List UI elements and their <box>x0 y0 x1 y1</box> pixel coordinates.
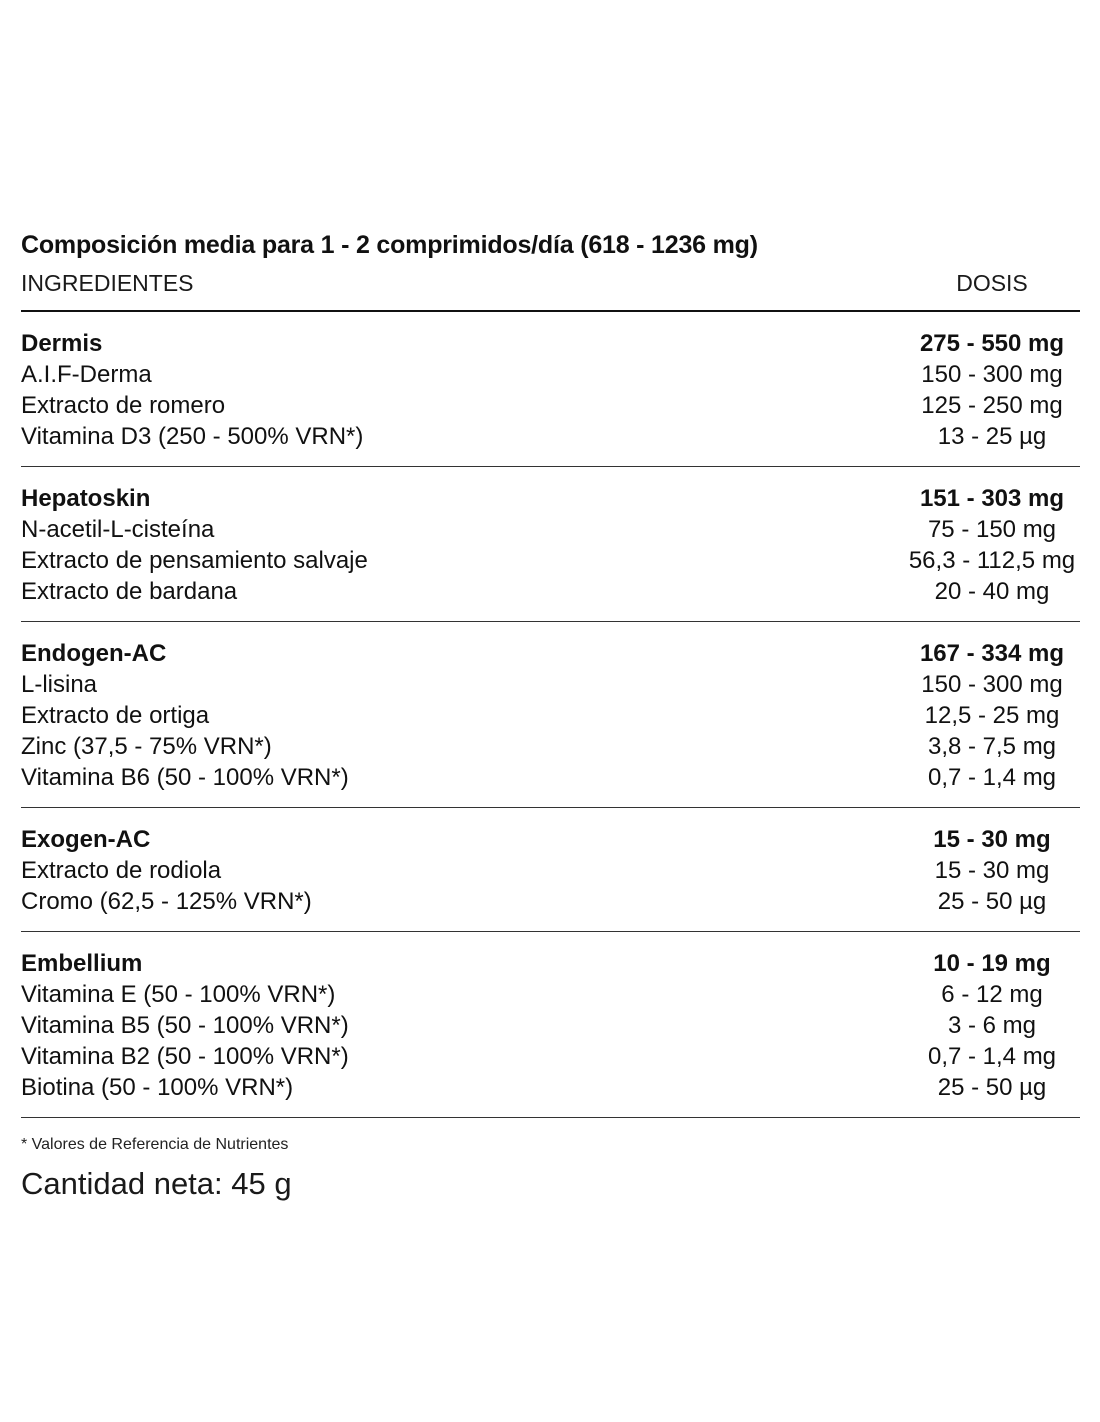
ingredient-row <box>21 545 1080 576</box>
ingredient-name: Extracto de romero <box>21 391 226 419</box>
group-header-row <box>21 483 1080 514</box>
ingredient-dose: 3,8 - 7,5 mg <box>927 732 1057 760</box>
ingredient-row <box>21 762 1080 793</box>
group-header-row <box>21 328 1080 359</box>
ingredient-row <box>21 514 1080 545</box>
ingredient-row <box>21 1010 1080 1041</box>
ingredient-dose: 6 - 12 mg <box>941 980 1043 1008</box>
ingredient-row <box>21 359 1080 390</box>
composition-panel <box>21 226 1080 1204</box>
ingredient-dose: 20 - 40 mg <box>934 577 1050 605</box>
ingredient-name: Vitamina B6 (50 - 100% VRN*) <box>21 763 349 791</box>
ingredient-dose: 25 - 50 µg <box>937 1073 1047 1101</box>
ingredient-name: Extracto de pensamiento salvaje <box>21 546 368 574</box>
ingredient-dose: 75 - 150 mg <box>927 515 1057 543</box>
ingredient-group <box>21 622 1080 808</box>
ingredient-name: Vitamina B2 (50 - 100% VRN*) <box>21 1042 349 1070</box>
ingredient-group <box>21 808 1080 932</box>
ingredient-row <box>21 855 1080 886</box>
ingredient-row <box>21 669 1080 700</box>
ingredient-dose: 3 - 6 mg <box>947 1011 1037 1039</box>
group-header-row <box>21 824 1080 855</box>
ingredient-dose: 13 - 25 µg <box>937 422 1047 450</box>
ingredient-name: Vitamina E (50 - 100% VRN*) <box>21 980 336 1008</box>
ingredient-row <box>21 731 1080 762</box>
ingredient-name: Zinc (37,5 - 75% VRN*) <box>21 732 272 760</box>
group-name: Hepatoskin <box>21 484 151 512</box>
ingredient-group <box>21 312 1080 467</box>
ingredient-name: Biotina (50 - 100% VRN*) <box>21 1073 294 1101</box>
ingredient-name: L-lisina <box>21 670 98 698</box>
ingredient-dose: 56,3 - 112,5 mg <box>908 546 1076 574</box>
group-dose: 275 - 550 mg <box>919 329 1065 357</box>
ingredient-name: Cromo (62,5 - 125% VRN*) <box>21 887 312 915</box>
footnote: * Valores de Referencia de Nutrientes <box>21 1136 289 1153</box>
ingredient-dose: 150 - 300 mg <box>921 360 1063 388</box>
ingredient-name: A.I.F-Derma <box>21 360 152 388</box>
ingredient-dose: 125 - 250 mg <box>921 391 1063 419</box>
group-dose: 15 - 30 mg <box>933 825 1051 853</box>
ingredient-name: Extracto de ortiga <box>21 701 210 729</box>
ingredient-name: Extracto de rodiola <box>21 856 222 884</box>
ingredient-row <box>21 1041 1080 1072</box>
ingredient-dose: 15 - 30 mg <box>934 856 1050 884</box>
group-name: Embellium <box>21 949 143 977</box>
ingredient-row <box>21 700 1080 731</box>
ingredient-name: Vitamina D3 (250 - 500% VRN*) <box>21 422 364 450</box>
ingredient-row <box>21 576 1080 607</box>
group-header-row <box>21 948 1080 979</box>
net-quantity: Cantidad neta: 45 g <box>21 1166 292 1201</box>
ingredient-row <box>21 886 1080 917</box>
ingredient-dose: 0,7 - 1,4 mg <box>927 1042 1057 1070</box>
group-name: Endogen-AC <box>21 639 167 667</box>
group-dose: 151 - 303 mg <box>919 484 1065 512</box>
group-header-row <box>21 638 1080 669</box>
ingredient-row <box>21 390 1080 421</box>
ingredient-groups <box>21 312 1080 1118</box>
ingredient-name: Extracto de bardana <box>21 577 238 605</box>
composition-title: Composición media para 1 - 2 comprimidos/día (618 - 1236 mg) <box>21 231 758 259</box>
group-dose: 167 - 334 mg <box>919 639 1065 667</box>
ingredient-row <box>21 421 1080 452</box>
group-name: Exogen-AC <box>21 825 151 853</box>
group-name: Dermis <box>21 329 103 357</box>
group-dose: 10 - 19 mg <box>933 949 1051 977</box>
ingredient-group <box>21 932 1080 1118</box>
ingredient-dose: 0,7 - 1,4 mg <box>927 763 1057 791</box>
ingredient-dose: 25 - 50 µg <box>937 887 1047 915</box>
ingredient-row <box>21 1072 1080 1103</box>
ingredient-dose: 12,5 - 25 mg <box>924 701 1060 729</box>
ingredient-dose: 150 - 300 mg <box>921 670 1063 698</box>
column-header <box>21 268 1080 298</box>
ingredient-name: N-acetil-L-cisteína <box>21 515 215 543</box>
ingredient-group <box>21 467 1080 622</box>
dose-header: DOSIS <box>956 270 1028 296</box>
ingredient-row <box>21 979 1080 1010</box>
ingredients-header: INGREDIENTES <box>21 270 194 296</box>
ingredient-name: Vitamina B5 (50 - 100% VRN*) <box>21 1011 349 1039</box>
